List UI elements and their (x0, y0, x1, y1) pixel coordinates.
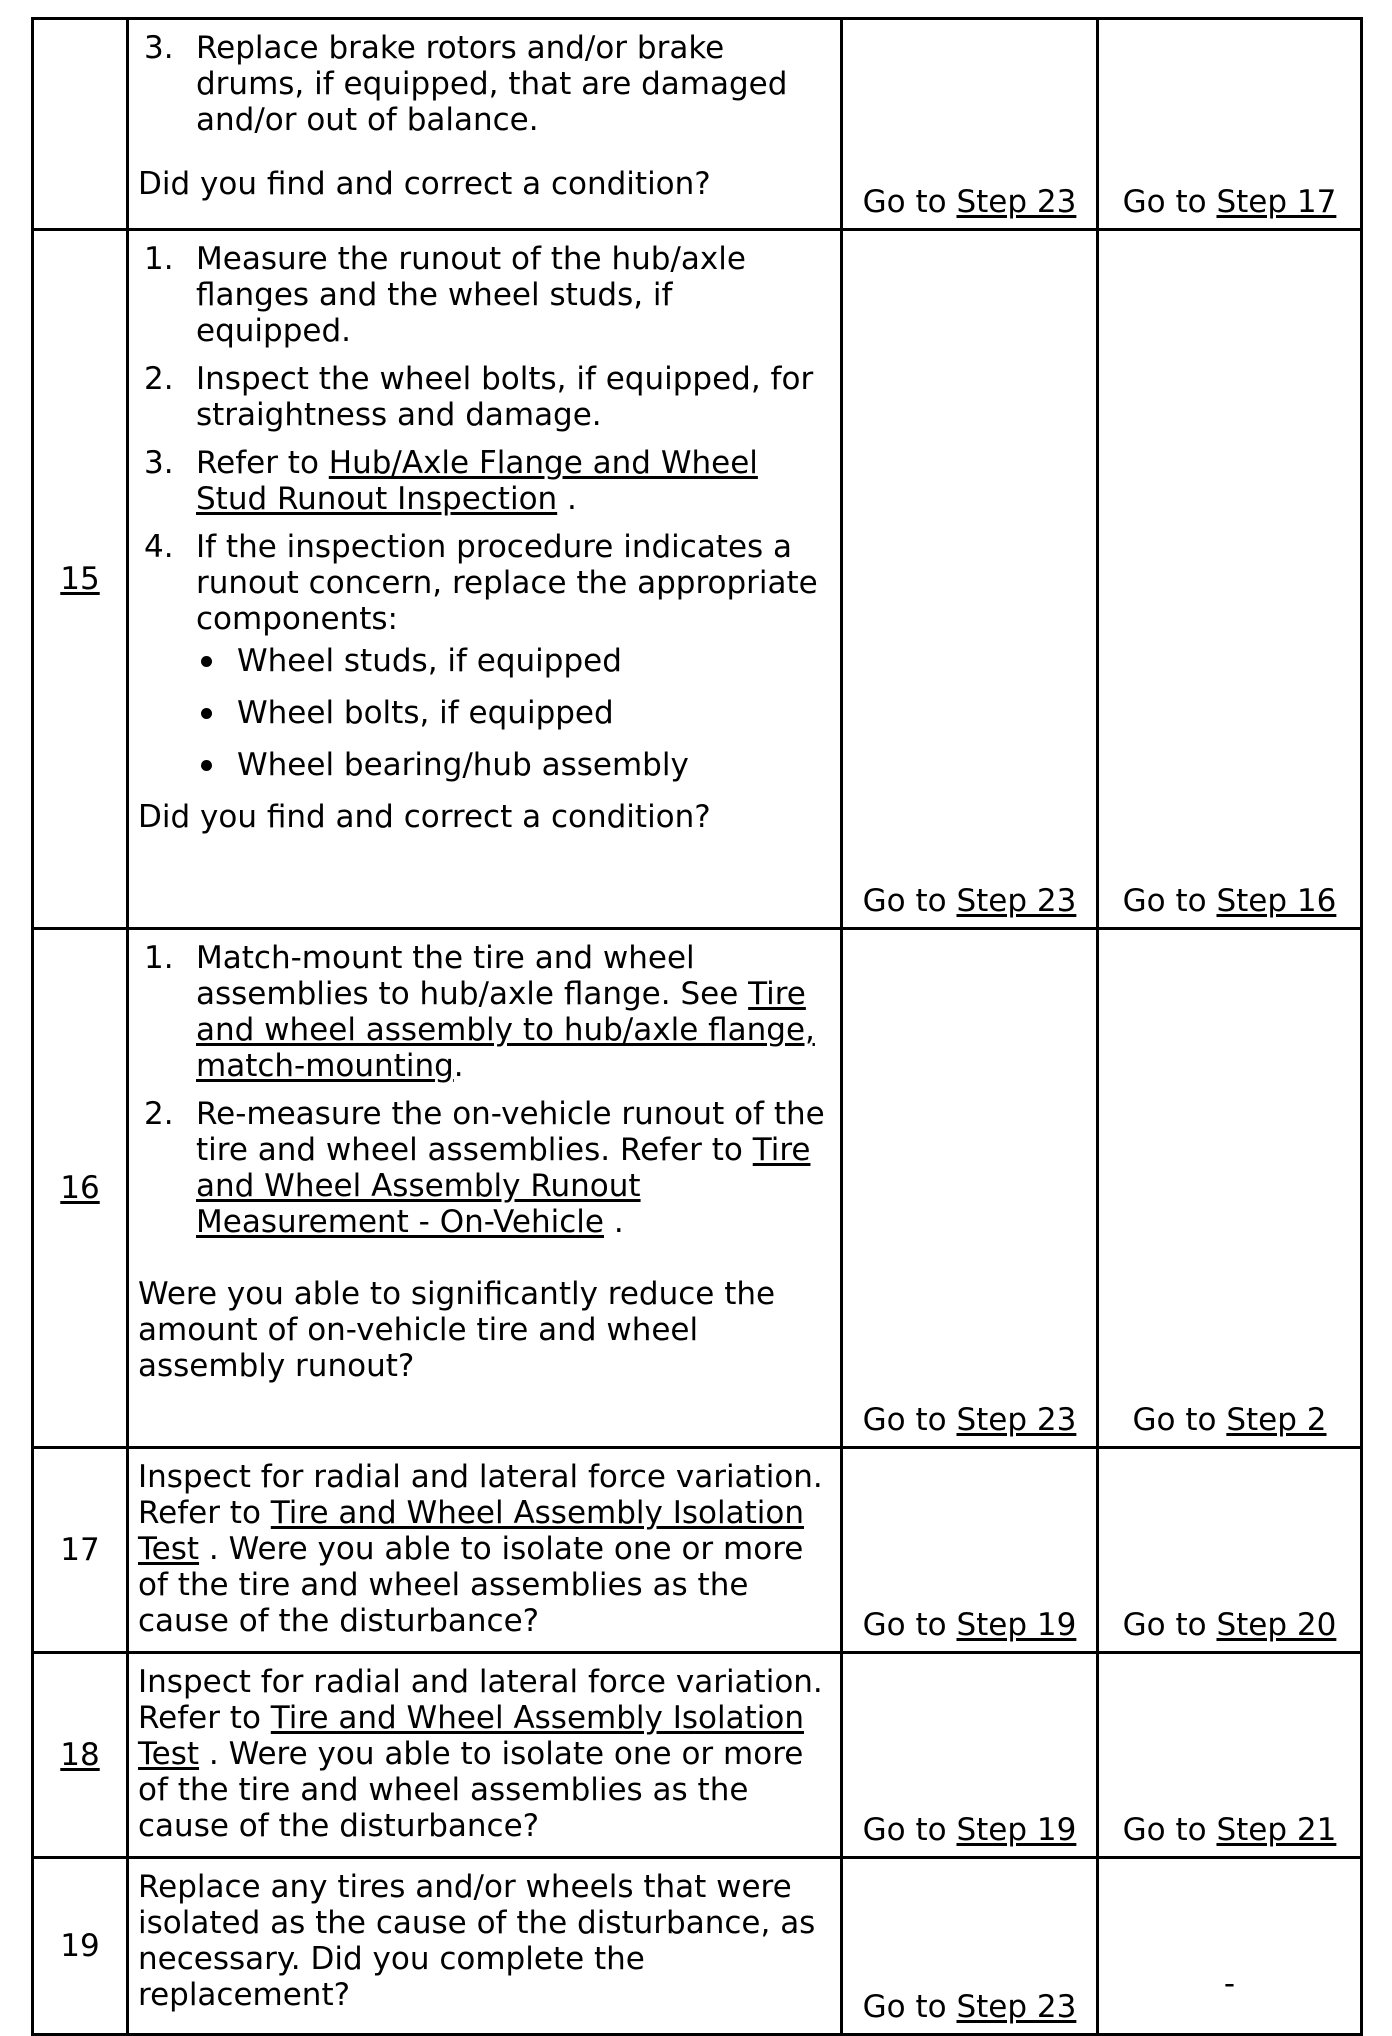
goto-step-link[interactable]: Step 19 (956, 1812, 1077, 1848)
goto-step-link[interactable]: Step 23 (956, 184, 1077, 220)
step-number-link[interactable]: 18 (60, 1737, 100, 1773)
step-number: 19 (60, 1928, 100, 1964)
no-cell: Go to Step 2 (1098, 929, 1362, 1448)
table-row (33, 929, 1362, 1448)
action-cell (128, 19, 842, 230)
question-text: Did you find and correct a condition? (138, 166, 711, 202)
table-row (33, 19, 1362, 230)
no-cell (1098, 1858, 1362, 2035)
goto-step-link[interactable]: Step 19 (956, 1607, 1077, 1643)
yes-cell: Go to Step 23 (842, 19, 1098, 230)
step-cell (33, 1448, 128, 1653)
goto-step-link[interactable]: Step 2 (1226, 1402, 1327, 1438)
not-applicable-dash: - (1223, 1966, 1236, 2002)
step-cell (33, 230, 128, 929)
goto-step-link[interactable]: Step 23 (956, 1989, 1077, 2025)
yes-cell: Go to Step 23 (842, 929, 1098, 1448)
reference-link[interactable]: Tire and Wheel Assembly Runout Measurement - On-Vehicle (196, 1132, 811, 1240)
bullet-item: Wheel bearing/hub assembly (196, 747, 830, 783)
no-cell: Go to Step 16 (1098, 230, 1362, 929)
step-cell (33, 19, 128, 230)
list-item: 2. Inspect the wheel bolts, if equipped, for straightness and damage. (144, 361, 814, 433)
list-item: 2. Re-measure the on-vehicle runout of the tire and wheel assemblies. Refer to Tire and Wheel Assembly Runout Measurement - On-Vehicle . (144, 1096, 825, 1240)
question-text: Were you able to significantly reduce the amount of on-vehicle tire and wheel assembly runout? (138, 1276, 776, 1384)
goto-step-link[interactable]: Step 23 (956, 883, 1077, 919)
reference-link[interactable]: Hub/Axle Flange and Wheel Stud Runout Inspection (196, 445, 758, 517)
goto-step-link[interactable]: Step 20 (1216, 1607, 1337, 1643)
table-row (33, 1858, 1362, 2035)
step-number-link[interactable]: 15 (60, 561, 100, 597)
step-cell (33, 1653, 128, 1858)
yes-cell: Go to Step 19 (842, 1448, 1098, 1653)
reference-link[interactable]: Tire and Wheel Assembly Isolation Test (138, 1700, 804, 1772)
goto-step-link[interactable]: Step 23 (956, 1402, 1077, 1438)
bullet-item: Wheel bolts, if equipped (196, 695, 830, 731)
step-cell (33, 929, 128, 1448)
action-cell (128, 929, 842, 1448)
step-cell (33, 1858, 128, 2035)
list-item: 4. If the inspection procedure indicates a runout concern, replace the appropriate components: Wheel studs, if equipped Wheel bolts, if equipped Wheel bearing/hub assembly (138, 529, 830, 783)
step-number: 17 (60, 1532, 100, 1568)
list-item: 3. Replace brake rotors and/or brake drums, if equipped, that are damaged and/or out of balance. (144, 30, 788, 138)
bullet-item: Wheel studs, if equipped (196, 643, 830, 679)
goto-step-link[interactable]: Step 21 (1216, 1812, 1337, 1848)
action-cell: Replace any tires and/or wheels that were isolated as the cause of the disturbance, as necessary. Did you complete the replacement? (128, 1858, 842, 2035)
diagnostic-steps-table (31, 17, 1363, 2036)
table-row (33, 1448, 1362, 1653)
goto-step-link[interactable]: Step 16 (1216, 883, 1337, 919)
action-cell: Inspect for radial and lateral force variation. Refer to Tire and Wheel Assembly Isolation Test . Were you able to isolate one or more of the tire and wheel assemblies as the cause of the disturbance? (128, 1653, 842, 1858)
no-cell: Go to Step 17 (1098, 19, 1362, 230)
action-cell: Inspect for radial and lateral force variation. Refer to Tire and Wheel Assembly Isolation Test . Were you able to isolate one or more of the tire and wheel assemblies as the cause of the disturbance? (128, 1448, 842, 1653)
list-item: 1. Match-mount the tire and wheel assemblies to hub/axle flange. See Tire and wheel assembly to hub/axle flange, match-mounting. (144, 940, 815, 1084)
table-row (33, 1653, 1362, 1858)
step-number-link[interactable]: 16 (60, 1170, 100, 1206)
no-cell: Go to Step 21 (1098, 1653, 1362, 1858)
action-cell (128, 230, 842, 929)
goto-step-link[interactable]: Step 17 (1216, 184, 1337, 220)
yes-cell: Go to Step 19 (842, 1653, 1098, 1858)
yes-cell: Go to Step 23 (842, 230, 1098, 929)
list-item: 3. Refer to Hub/Axle Flange and Wheel Stud Runout Inspection . (144, 445, 758, 517)
table-row (33, 230, 1362, 929)
no-cell: Go to Step 20 (1098, 1448, 1362, 1653)
list-item: 1. Measure the runout of the hub/axle flanges and the wheel studs, if equipped. (144, 241, 746, 349)
question-text: Did you find and correct a condition? (138, 799, 711, 835)
reference-link[interactable]: Tire and Wheel Assembly Isolation Test (138, 1495, 804, 1567)
yes-cell: Go to Step 23 (842, 1858, 1098, 2035)
reference-link[interactable]: Tire and wheel assembly to hub/axle flange, match-mounting (196, 976, 815, 1084)
